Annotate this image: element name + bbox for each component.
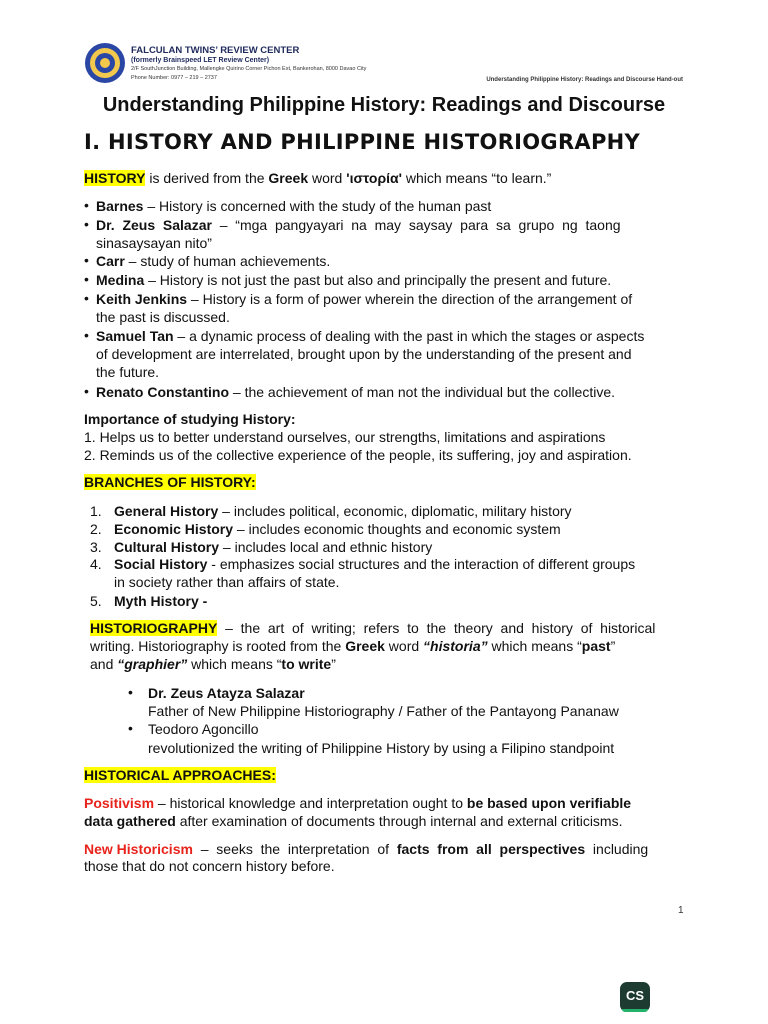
camscanner-badge: CS [620,982,650,1012]
list-item: Renato Constantino – the achievement of man not the individual but the collective. [96,384,616,400]
positivism-line: data gathered after examination of documents through internal and external criticisms. [84,813,623,829]
importance-item: 1. Helps us to better understand ourselves, our strengths, limitations and aspirations [84,429,606,445]
importance-item: 2. Reminds us of the collective experience of the people, its suffering, joy and aspiration. [84,447,632,463]
historiography-line: and “graphier” which means “to write” [90,656,336,672]
history-term: HISTORY [84,170,146,186]
importance-heading: Importance of studying History: [84,411,296,427]
bullet: • [84,327,89,343]
list-item-continuation: sinasaysayan nito” [96,235,212,251]
list-number: 1. [90,503,102,519]
historian-name: Dr. Zeus Atayza Salazar [148,685,305,701]
bullet: • [84,216,89,232]
bullet: • [84,290,89,306]
positivism-definition: Positivism – historical knowledge and interpretation ought to be based upon verifiable [84,795,632,811]
bullet: • [84,252,89,268]
bullet: • [128,684,133,700]
list-item-continuation: the past is discussed. [96,309,230,325]
list-item: Cultural History – includes local and ethnic history [114,539,433,555]
org-address: 2/F SouthJunction Building, Mallengke Quirino Corner Pichon Ext, Bankerohan, 8000 Davao City [131,66,367,72]
list-item: Carr – study of human achievements. [96,253,331,269]
review-center-logo [84,42,126,84]
list-number: 5. [90,593,102,609]
list-item: Keith Jenkins – History is a form of power wherein the direction of the arrangement of [96,291,633,307]
list-item: Dr. Zeus Salazar – “mga pangyayari na may saysay para sa grupo ng taong [96,217,621,233]
list-number: 3. [90,539,102,555]
list-item: Myth History - [114,593,208,609]
bullet: • [84,271,89,287]
historiography-definition: HISTORIOGRAPHY – the art of writing; refers to the theory and history of historical [90,620,656,636]
org-phone: Phone Number: 0977 – 219 – 2737 [131,75,217,81]
bullet: • [84,197,89,213]
handout-title: Understanding Philippine History: Readings and Discourse Hand-out [486,77,683,83]
section-title: I. HISTORY AND PHILIPPINE HISTORIOGRAPHY [84,130,641,154]
list-item-continuation: the future. [96,364,160,380]
list-item: Samuel Tan – a dynamic process of dealing with the past in which the stages or aspects [96,328,645,344]
org-former-name: (formerly Brainspeed LET Review Center) [131,57,270,64]
history-definition: HISTORY is derived from the Greek word 'ιστορία' which means “to learn.” [84,170,552,186]
bullet: • [84,383,89,399]
list-item: General History – includes political, economic, diplomatic, military history [114,503,572,519]
historiography-line: writing. Historiography is rooted from the Greek word “historia” which means “past” [90,638,616,654]
list-item: Economic History – includes economic thoughts and economic system [114,521,561,537]
document-title: Understanding Philippine History: Readings and Discourse [102,94,666,116]
list-number: 4. [90,556,102,572]
list-item-continuation: in society rather than affairs of state. [114,574,340,590]
list-item: Medina – History is not just the past but also and principally the present and future. [96,272,612,288]
list-number: 2. [90,521,102,537]
list-item: Barnes – History is concerned with the study of the human past [96,198,492,214]
historian-name: Teodoro Agoncillo [148,721,259,737]
approaches-heading: HISTORICAL APPROACHES: [84,767,276,783]
historian-desc: Father of New Philippine Historiography / Father of the Pantayong Pananaw [148,703,619,719]
org-name: FALCULAN TWINS’ REVIEW CENTER [131,45,300,56]
new-historicism-line: those that do not concern history before. [84,858,335,874]
list-item: Social History - emphasizes social structures and the interaction of different groups [114,556,636,572]
page-number: 1 [678,905,684,916]
new-historicism-definition: New Historicism – seeks the interpretation of facts from all perspectives including [84,841,649,857]
bullet: • [128,720,133,736]
historian-desc: revolutionized the writing of Philippine History by using a Filipino standpoint [148,740,615,756]
branches-heading: BRANCHES OF HISTORY: [84,474,256,490]
list-item-continuation: of development are interrelated, brought upon by the understanding of the present and [96,346,632,362]
